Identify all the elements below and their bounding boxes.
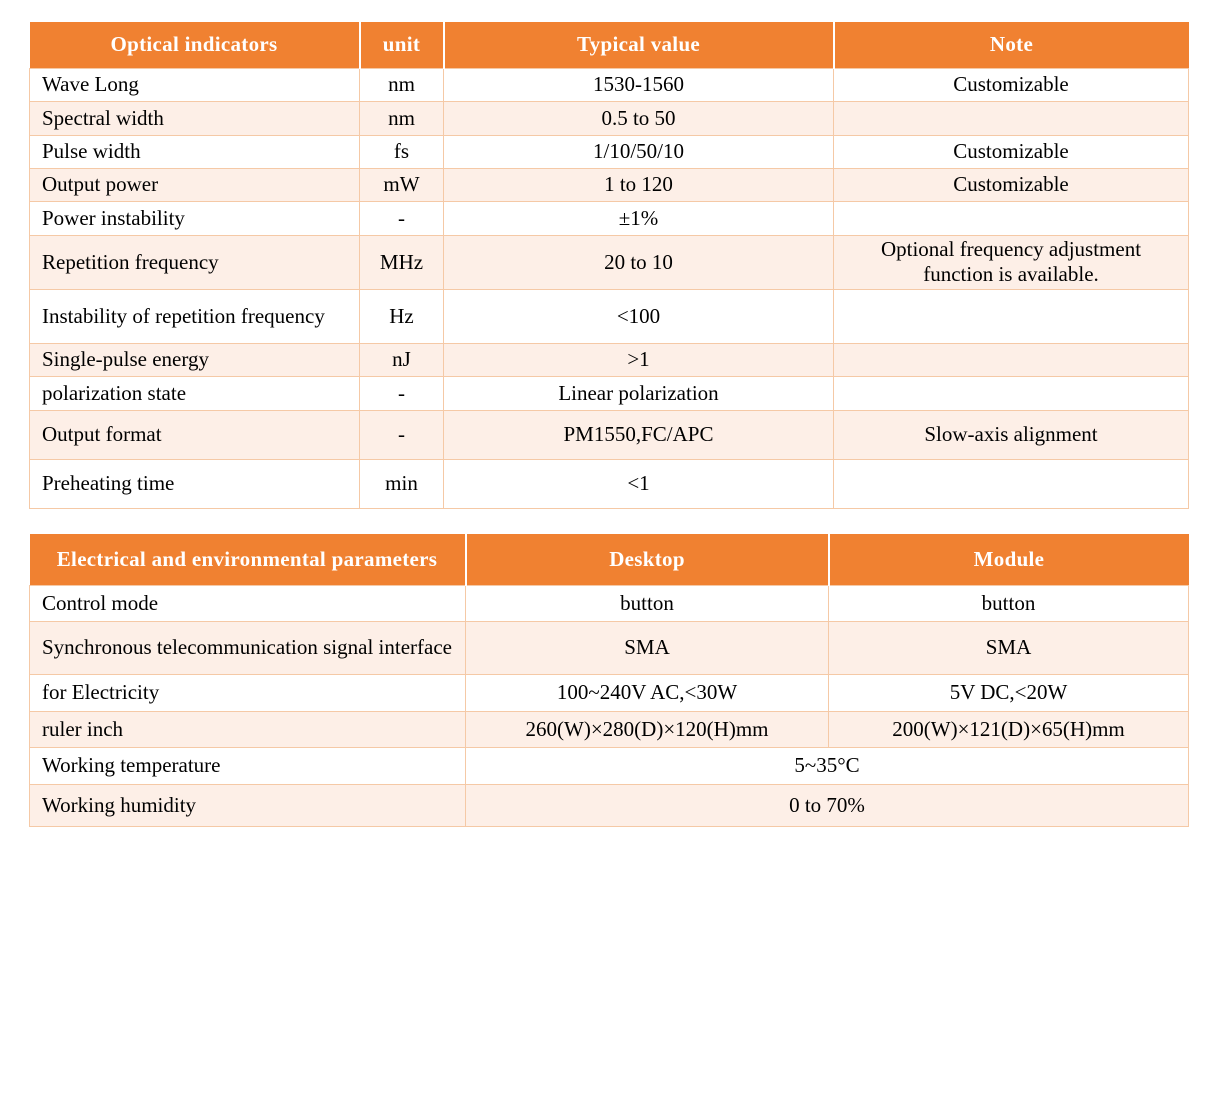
unit-cell: nm [360,101,444,135]
param-cell: Output format [30,410,360,459]
table-row [30,784,1189,826]
value-cell: ±1% [444,201,834,235]
table-row [30,674,1189,711]
header-typical-value: Typical value [444,22,834,68]
note-cell [834,289,1189,343]
param-cell: Instability of repetition frequency [30,289,360,343]
param-cell: for Electricity [30,674,466,711]
module-cell: SMA [829,621,1189,674]
desktop-cell: 100~240V AC,<30W [466,674,829,711]
optical-indicators-table [29,22,1189,509]
electrical-header-row [30,534,1189,585]
unit-cell: nm [360,68,444,101]
table-row [30,459,1189,508]
header-unit: unit [360,22,444,68]
table-row [30,747,1189,784]
note-cell [834,459,1189,508]
desktop-cell: SMA [466,621,829,674]
note-cell: Slow-axis alignment [834,410,1189,459]
unit-cell: Hz [360,289,444,343]
desktop-cell: button [466,585,829,621]
note-cell: Optional frequency adjustment function is available. [834,235,1189,289]
table-row [30,585,1189,621]
header-optical-indicators: Optical indicators [30,22,360,68]
unit-cell: - [360,376,444,410]
unit-cell: - [360,201,444,235]
param-cell: Output power [30,168,360,201]
param-cell: Preheating time [30,459,360,508]
unit-cell: MHz [360,235,444,289]
value-cell: 1530-1560 [444,68,834,101]
table-row [30,343,1189,376]
table-row [30,235,1189,289]
header-module: Module [829,534,1189,585]
note-cell: Customizable [834,135,1189,168]
param-cell: ruler inch [30,711,466,747]
table-row [30,621,1189,674]
table-row [30,376,1189,410]
table-row [30,101,1189,135]
param-cell: Pulse width [30,135,360,168]
unit-cell: mW [360,168,444,201]
table-row [30,711,1189,747]
desktop-cell: 260(W)×280(D)×120(H)mm [466,711,829,747]
module-cell: 200(W)×121(D)×65(H)mm [829,711,1189,747]
value-cell: 0.5 to 50 [444,101,834,135]
shared-value-cell: 0 to 70% [466,784,1189,826]
value-cell: >1 [444,343,834,376]
param-cell: Wave Long [30,68,360,101]
value-cell: PM1550,FC/APC [444,410,834,459]
unit-cell: fs [360,135,444,168]
param-cell: Control mode [30,585,466,621]
electrical-environmental-table [29,534,1189,827]
note-cell [834,376,1189,410]
header-note: Note [834,22,1189,68]
note-cell: Customizable [834,168,1189,201]
unit-cell: - [360,410,444,459]
note-cell [834,343,1189,376]
value-cell: Linear polarization [444,376,834,410]
param-cell: Spectral width [30,101,360,135]
value-cell: 1 to 120 [444,168,834,201]
param-cell: Power instability [30,201,360,235]
value-cell: 20 to 10 [444,235,834,289]
param-cell: Synchronous telecommunication signal interface [30,621,466,674]
table-row [30,68,1189,101]
table-row [30,289,1189,343]
module-cell: button [829,585,1189,621]
note-cell [834,201,1189,235]
value-cell: <1 [444,459,834,508]
optical-header-row [30,22,1189,68]
param-cell: polarization state [30,376,360,410]
unit-cell: min [360,459,444,508]
table-row [30,168,1189,201]
note-cell [834,101,1189,135]
value-cell: 1/10/50/10 [444,135,834,168]
param-cell: Working temperature [30,747,466,784]
table-row [30,201,1189,235]
param-cell: Single-pulse energy [30,343,360,376]
header-desktop: Desktop [466,534,829,585]
module-cell: 5V DC,<20W [829,674,1189,711]
value-cell: <100 [444,289,834,343]
table-row [30,135,1189,168]
note-cell: Customizable [834,68,1189,101]
unit-cell: nJ [360,343,444,376]
header-electrical-parameters: Electrical and environmental parameters [30,534,466,585]
param-cell: Repetition frequency [30,235,360,289]
param-cell: Working humidity [30,784,466,826]
shared-value-cell: 5~35°C [466,747,1189,784]
table-row [30,410,1189,459]
